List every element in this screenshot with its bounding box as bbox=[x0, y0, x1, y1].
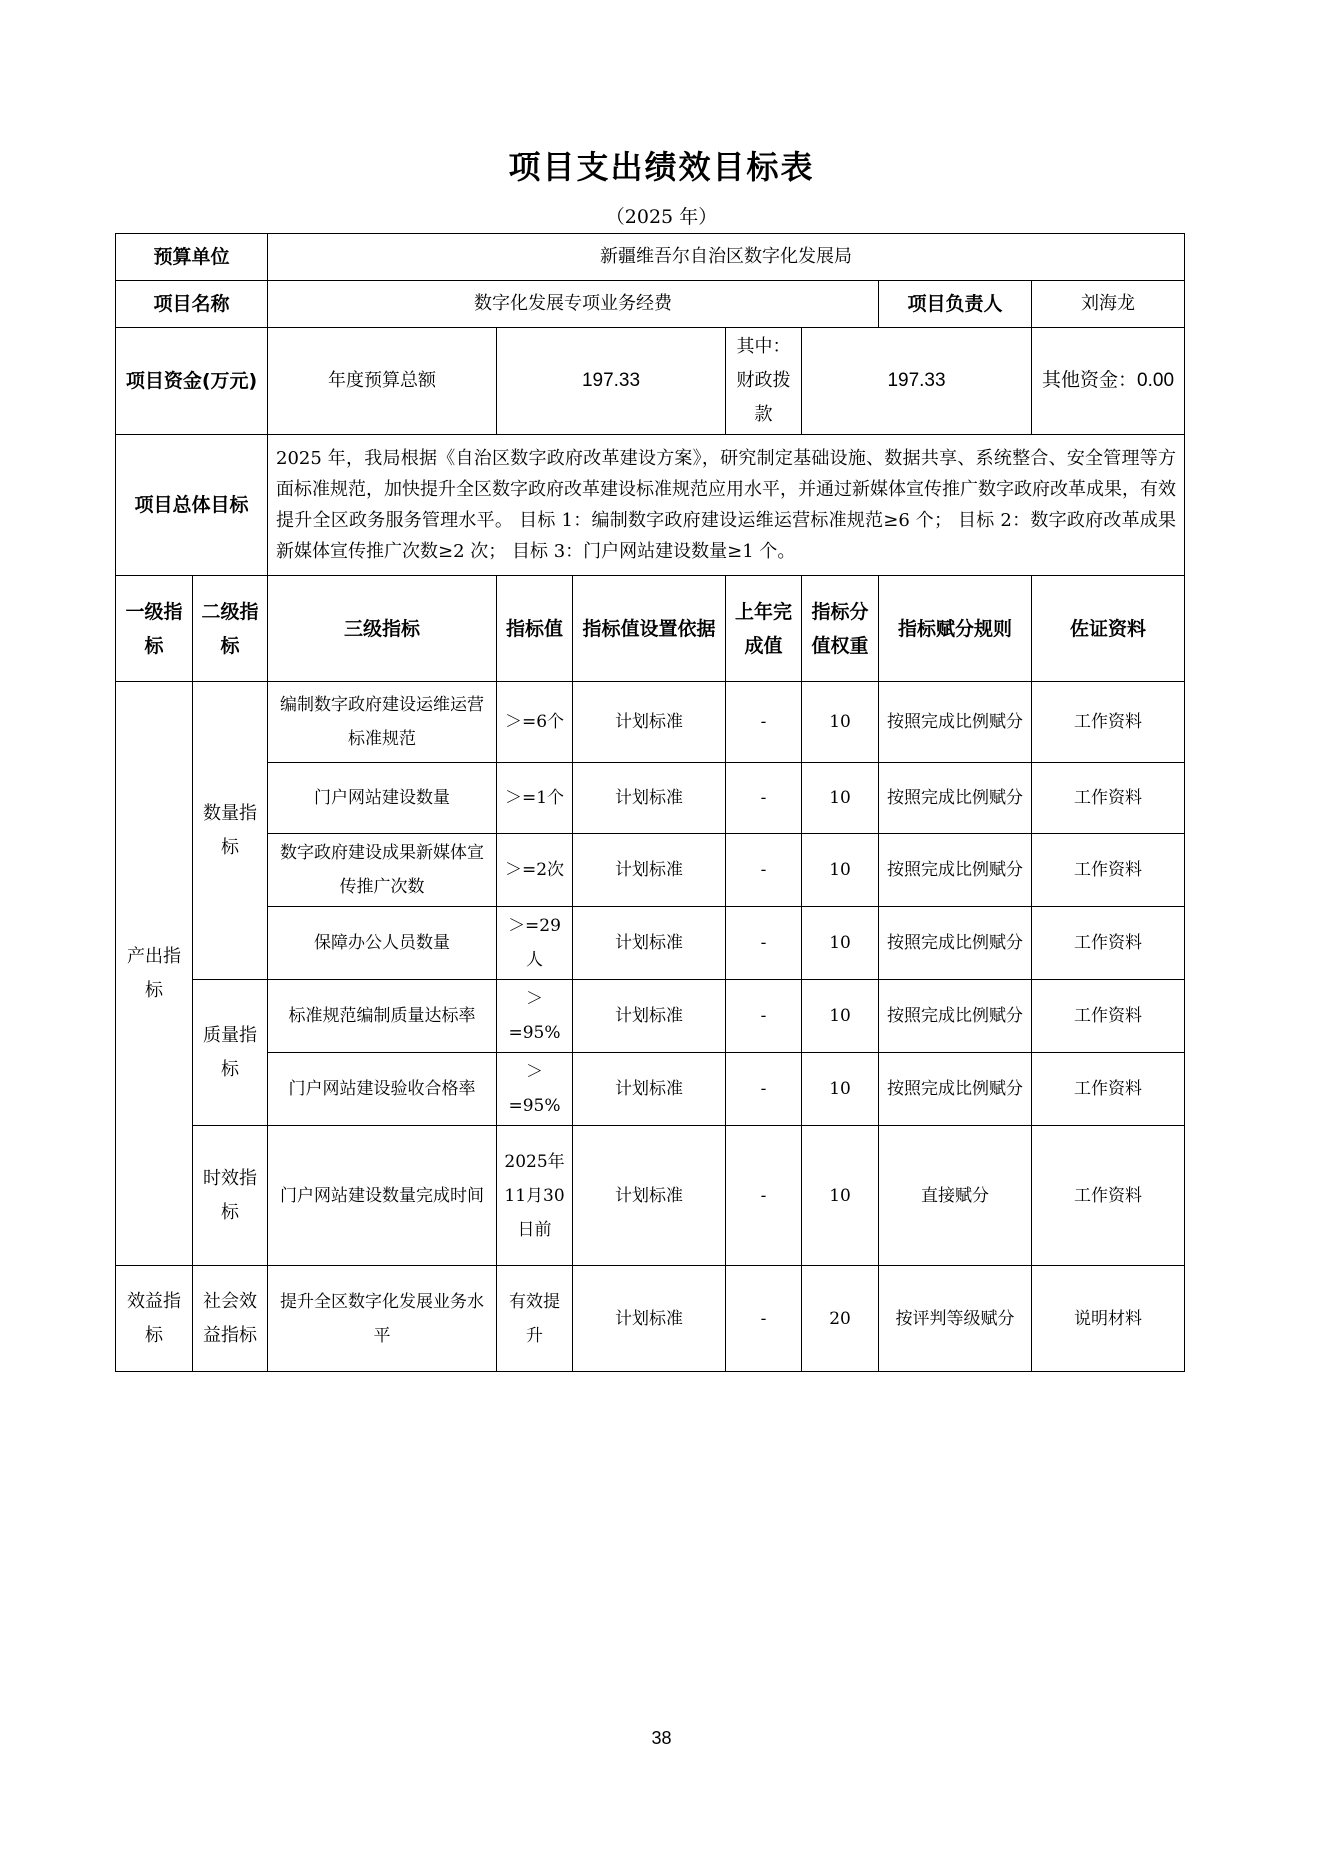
indicator-cell: 门户网站建设验收合格率 bbox=[268, 1053, 497, 1126]
fiscal-value: 197.33 bbox=[802, 328, 1032, 435]
page-title: 项目支出绩效目标表 bbox=[508, 148, 815, 186]
evidence-cell: 工作资料 bbox=[1032, 1126, 1185, 1266]
row-project-fund bbox=[116, 328, 1185, 435]
other-label: 其他资金 bbox=[1042, 370, 1119, 391]
value-cell: 有效提升 bbox=[497, 1266, 573, 1372]
performance-table bbox=[115, 233, 1185, 1372]
group-timeliness: 时效指标 bbox=[193, 1126, 268, 1266]
evidence-cell: 工作资料 bbox=[1032, 1053, 1185, 1126]
basis-cell: 计划标准 bbox=[573, 763, 726, 834]
rule-cell: 按照完成比例赋分 bbox=[879, 1053, 1032, 1126]
owner-value: 刘海龙 bbox=[1032, 281, 1185, 328]
header-level1: 一级指标 bbox=[116, 576, 193, 682]
basis-cell: 计划标准 bbox=[573, 1053, 726, 1126]
table-row bbox=[116, 907, 1185, 980]
last-year-cell: - bbox=[726, 763, 802, 834]
basis-cell: 计划标准 bbox=[573, 682, 726, 763]
header-value: 指标值 bbox=[497, 576, 573, 682]
page-number: 38 bbox=[651, 1728, 672, 1748]
header-basis: 指标值设置依据 bbox=[573, 576, 726, 682]
weight-cell: 20 bbox=[802, 1266, 879, 1372]
last-year-cell: - bbox=[726, 1053, 802, 1126]
indicator-cell: 编制数字政府建设运维运营标准规范 bbox=[268, 682, 497, 763]
rule-cell: 按照完成比例赋分 bbox=[879, 682, 1032, 763]
annual-label: 年度预算总额 bbox=[268, 328, 497, 435]
last-year-cell: - bbox=[726, 1126, 802, 1266]
group-benefit: 效益指标 bbox=[116, 1266, 193, 1372]
header-last-year: 上年完成值 bbox=[726, 576, 802, 682]
other-value-cell: 其他资金：0.00 bbox=[1032, 328, 1185, 435]
indicator-cell: 保障办公人员数量 bbox=[268, 907, 497, 980]
indicator-cell: 门户网站建设数量完成时间 bbox=[268, 1126, 497, 1266]
rule-cell: 直接赋分 bbox=[879, 1126, 1032, 1266]
row-overall-goal bbox=[116, 435, 1185, 576]
weight-cell: 10 bbox=[802, 907, 879, 980]
evidence-cell: 工作资料 bbox=[1032, 834, 1185, 907]
table-row bbox=[116, 980, 1185, 1053]
evidence-cell: 工作资料 bbox=[1032, 682, 1185, 763]
goal-text: 2025 年，我局根据《自治区数字政府改革建设方案》，研究制定基础设施、数据共享、系统整合、安全管理等方面标准规范，加快提升全区数字政府改革建设标准规范应用水平，并通过新媒体宣传推广数字政府改革成果，有效提升全区政务服务管理水平。 目标 1：编制数字政府建设运维运营标准规范≥6 个； 目标 2：数字政府改革成果新媒体宣传推广次数≥2 次； 目标 3：门户网站建设数量≥1 个。 bbox=[268, 435, 1185, 576]
value-cell: ＞=29人 bbox=[497, 907, 573, 980]
table-row bbox=[116, 1053, 1185, 1126]
group-quantity: 数量指标 bbox=[193, 682, 268, 980]
rule-cell: 按照完成比例赋分 bbox=[879, 980, 1032, 1053]
value-cell: 2025年11月30日前 bbox=[497, 1126, 573, 1266]
basis-cell: 计划标准 bbox=[573, 834, 726, 907]
name-value: 数字化发展专项业务经费 bbox=[268, 281, 879, 328]
last-year-cell: - bbox=[726, 980, 802, 1053]
last-year-cell: - bbox=[726, 1266, 802, 1372]
group-quality: 质量指标 bbox=[193, 980, 268, 1126]
group-output: 产出指标 bbox=[116, 682, 193, 1266]
row-column-headers bbox=[116, 576, 1185, 682]
basis-cell: 计划标准 bbox=[573, 907, 726, 980]
rule-cell: 按照完成比例赋分 bbox=[879, 834, 1032, 907]
table-row bbox=[116, 834, 1185, 907]
evidence-cell: 工作资料 bbox=[1032, 763, 1185, 834]
indicator-cell: 提升全区数字化发展业务水平 bbox=[268, 1266, 497, 1372]
basis-cell: 计划标准 bbox=[573, 980, 726, 1053]
row-project-name bbox=[116, 281, 1185, 328]
value-cell: ＞=2次 bbox=[497, 834, 573, 907]
unit-value: 新疆维吾尔自治区数字化发展局 bbox=[268, 234, 1185, 281]
weight-cell: 10 bbox=[802, 763, 879, 834]
indicator-cell: 门户网站建设数量 bbox=[268, 763, 497, 834]
other-value: 0.00 bbox=[1137, 370, 1175, 391]
fund-label: 项目资金(万元) bbox=[116, 328, 268, 435]
unit-label: 预算单位 bbox=[116, 234, 268, 281]
value-cell: ＞=95% bbox=[497, 980, 573, 1053]
table-row bbox=[116, 1266, 1185, 1372]
weight-cell: 10 bbox=[802, 980, 879, 1053]
owner-label: 项目负责人 bbox=[879, 281, 1032, 328]
value-cell: ＞=1个 bbox=[497, 763, 573, 834]
table-row bbox=[116, 1126, 1185, 1266]
table-row bbox=[116, 763, 1185, 834]
indicator-cell: 标准规范编制质量达标率 bbox=[268, 980, 497, 1053]
last-year-cell: - bbox=[726, 907, 802, 980]
last-year-cell: - bbox=[726, 682, 802, 763]
table-row bbox=[116, 682, 1185, 763]
annual-value: 197.33 bbox=[497, 328, 726, 435]
fiscal-label: 其中：财政拨款 bbox=[726, 328, 802, 435]
rule-cell: 按照完成比例赋分 bbox=[879, 763, 1032, 834]
rule-cell: 按照完成比例赋分 bbox=[879, 907, 1032, 980]
basis-cell: 计划标准 bbox=[573, 1266, 726, 1372]
weight-cell: 10 bbox=[802, 834, 879, 907]
weight-cell: 10 bbox=[802, 1126, 879, 1266]
header-weight: 指标分值权重 bbox=[802, 576, 879, 682]
last-year-cell: - bbox=[726, 834, 802, 907]
year-label: （2025 年） bbox=[605, 206, 718, 228]
basis-cell: 计划标准 bbox=[573, 1126, 726, 1266]
goal-label: 项目总体目标 bbox=[116, 435, 268, 576]
weight-cell: 10 bbox=[802, 682, 879, 763]
value-cell: ＞=6个 bbox=[497, 682, 573, 763]
evidence-cell: 工作资料 bbox=[1032, 980, 1185, 1053]
evidence-cell: 说明材料 bbox=[1032, 1266, 1185, 1372]
header-rule: 指标赋分规则 bbox=[879, 576, 1032, 682]
value-cell: ＞=95% bbox=[497, 1053, 573, 1126]
weight-cell: 10 bbox=[802, 1053, 879, 1126]
header-evidence: 佐证资料 bbox=[1032, 576, 1185, 682]
header-level3: 三级指标 bbox=[268, 576, 497, 682]
header-level2: 二级指标 bbox=[193, 576, 268, 682]
name-label: 项目名称 bbox=[116, 281, 268, 328]
group-social: 社会效益指标 bbox=[193, 1266, 268, 1372]
rule-cell: 按评判等级赋分 bbox=[879, 1266, 1032, 1372]
indicator-cell: 数字政府建设成果新媒体宣传推广次数 bbox=[268, 834, 497, 907]
row-budget-unit bbox=[116, 234, 1185, 281]
evidence-cell: 工作资料 bbox=[1032, 907, 1185, 980]
